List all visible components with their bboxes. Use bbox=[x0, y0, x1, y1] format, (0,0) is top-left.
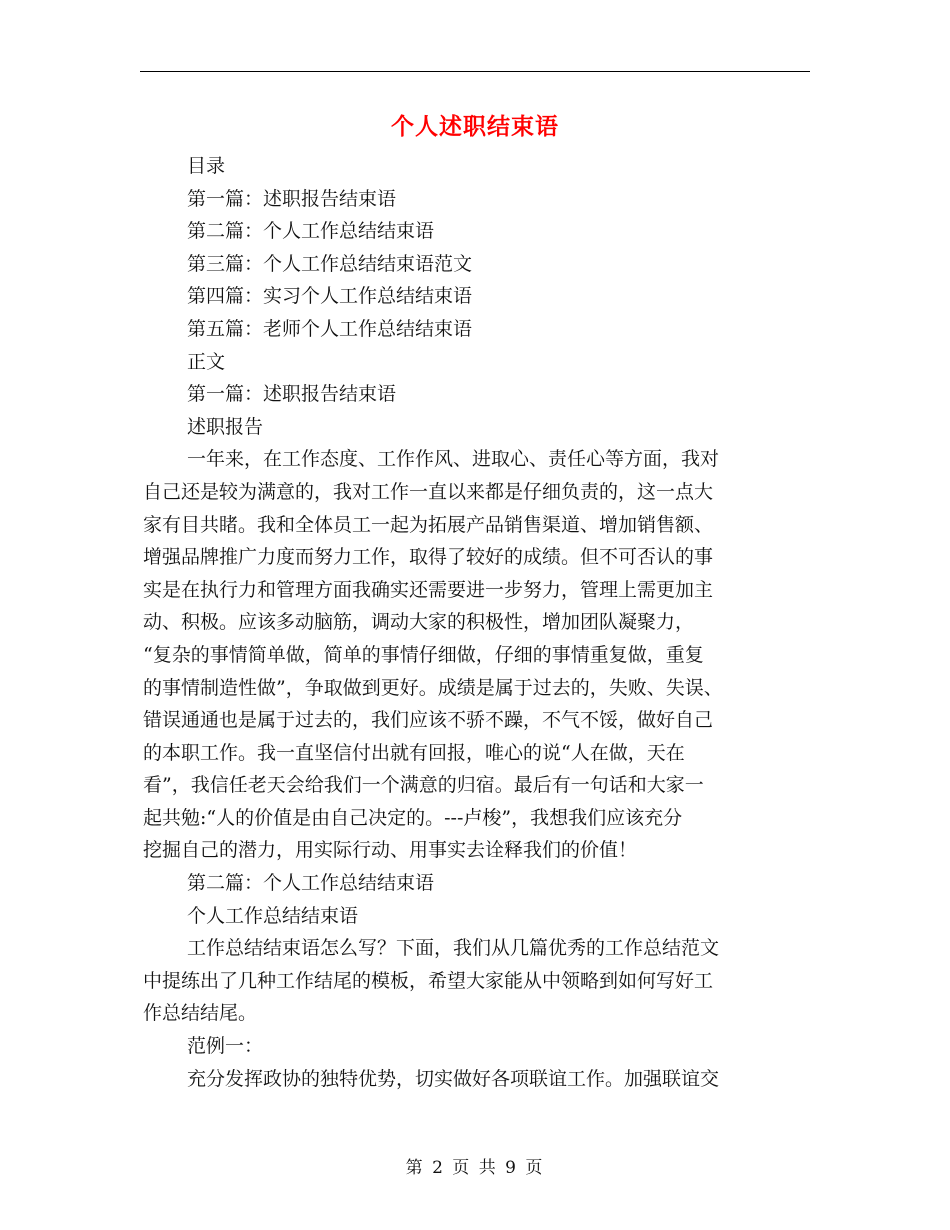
paragraph-line: 的事情制造性做”，争取做到更好。成绩是属于过去的，失败、失误、 bbox=[143, 676, 723, 699]
page-number: 第 2 页 共 9 页 bbox=[405, 1158, 545, 1178]
toc-item-4: 第四篇：实习个人工作总结结束语 bbox=[187, 285, 473, 308]
document-title: 个人述职结束语 bbox=[391, 113, 559, 140]
paragraph-line: 作总结结尾。 bbox=[143, 1002, 258, 1025]
paragraph-line: 挖掘自己的潜力，用实际行动、用事实去诠释我们的价值！ bbox=[143, 839, 638, 862]
toc-item-5: 第五篇：老师个人工作总结结束语 bbox=[187, 317, 473, 340]
toc-item-1: 第一篇：述职报告结束语 bbox=[187, 187, 397, 210]
paragraph-line: 家有目共睹。我和全体员工一起为拓展产品销售渠道、增加销售额、 bbox=[143, 513, 714, 536]
section-2-subtitle: 个人工作总结结束语 bbox=[187, 904, 359, 927]
paragraph-line: 错误通通也是属于过去的，我们应该不骄不躁，不气不馁，做好自己 bbox=[143, 709, 714, 732]
paragraph-line: 起共勉:“人的价值是由自己决定的。---卢梭”，我想我们应该充分 bbox=[143, 806, 683, 829]
paragraph-line: 一年来，在工作态度、工作作风、进取心、责任心等方面，我对 bbox=[187, 448, 720, 471]
paragraph-line: 看”，我信任老天会给我们一个满意的归宿。最后有一句话和大家一 bbox=[143, 774, 704, 797]
body-heading: 正文 bbox=[187, 350, 226, 373]
paragraph-line: 实是在执行力和管理方面我确实还需要进一步努力，管理上需更加主 bbox=[143, 578, 714, 601]
paragraph-line: 的本职工作。我一直坚信付出就有回报，唯心的说“人在做，天在 bbox=[143, 741, 685, 764]
header-rule bbox=[140, 71, 810, 72]
document-body bbox=[143, 150, 813, 1095]
paragraph-line: 增强品牌推广力度而努力工作，取得了较好的成绩。但不可否认的事 bbox=[143, 546, 714, 569]
paragraph-line: 工作总结结束语怎么写？下面，我们从几篇优秀的工作总结范文 bbox=[187, 937, 720, 960]
paragraph-line: 动、积极。应该多动脑筋，调动大家的积极性，增加团队凝聚力， bbox=[143, 611, 695, 634]
toc-item-3: 第三篇：个人工作总结结束语范文 bbox=[187, 252, 473, 275]
example-heading: 范例一： bbox=[187, 1035, 264, 1058]
paragraph-line: 中提练出了几种工作结尾的模板，希望大家能从中领略到如何写好工 bbox=[143, 969, 714, 992]
section-1-heading: 第一篇：述职报告结束语 bbox=[187, 383, 397, 406]
toc-heading: 目录 bbox=[187, 155, 226, 177]
section-1-subtitle: 述职报告 bbox=[187, 415, 264, 438]
paragraph-line: 充分发挥政协的独特优势，切实做好各项联谊工作。加强联谊交 bbox=[187, 1067, 720, 1090]
paragraph-line: 自己还是较为满意的，我对工作一直以来都是仔细负责的，这一点大 bbox=[143, 480, 714, 503]
paragraph-line: “复杂的事情简单做，简单的事情仔细做，仔细的事情重复做，重复 bbox=[143, 643, 704, 666]
toc-item-2: 第二篇：个人工作总结结束语 bbox=[187, 220, 435, 243]
section-2-heading: 第二篇：个人工作总结结束语 bbox=[187, 872, 435, 895]
